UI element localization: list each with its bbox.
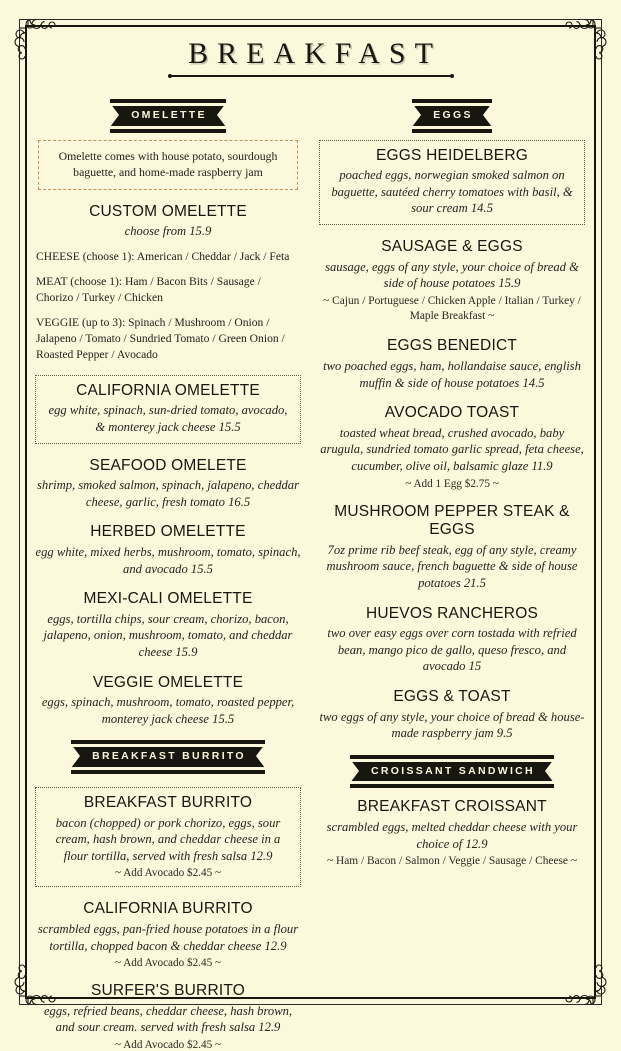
- spacer: [318, 742, 586, 754]
- item-name: CALIFORNIA OMELETTE: [76, 381, 260, 399]
- item-name: CUSTOM OMELETTE: [89, 202, 247, 220]
- section-label-eggs: EGGS: [412, 103, 492, 129]
- section-header-eggs: [318, 98, 586, 134]
- item-name: CALIFORNIA BURRITO: [83, 900, 253, 918]
- item-name: VEGGIE OMELETTE: [92, 673, 244, 691]
- item-name: HERBED OMELETTE: [90, 523, 246, 541]
- item-desc: scrambled eggs, melted cheddar cheese with your choice of 12.9: [326, 819, 578, 851]
- item-name: BREAKFAST CROISSANT: [357, 798, 547, 816]
- item-desc: 7oz prime rib beef steak, egg of any style, creamy mushroom sauce, french baguette & side of house potatoes 21.5: [326, 542, 578, 590]
- menu-item-surfers-burrito[interactable]: [34, 982, 302, 1051]
- item-addon: ~ Add Avocado $2.45 ~: [114, 957, 222, 970]
- item-desc: egg white, mixed herbs, mushroom, tomato, spinach, and avocado 15.5: [35, 544, 301, 576]
- item-name: EGGS BENEDICT: [386, 337, 518, 355]
- item-addon: ~ Add Avocado $2.45 ~: [114, 1038, 222, 1051]
- menu-item-eggs-and-toast[interactable]: [318, 688, 586, 742]
- item-desc: toasted wheat bread, crushed avocado, baby arugula, sundried tomato garlic spread, feta cheese, cucumber, olive oil, balsamic glaze 11.9: [320, 425, 584, 473]
- item-desc: eggs, spinach, mushroom, tomato, roasted pepper, monterey jack cheese 15.5: [41, 695, 295, 726]
- right-column: [318, 98, 586, 1051]
- custom-choice-meat: MEAT (choose 1): Ham / Bacon Bits / Sausage / Chorizo / Turkey / Chicken: [36, 274, 261, 304]
- section-label-omelette: OMELETTE: [110, 103, 226, 129]
- menu-columns: [34, 98, 587, 1051]
- item-body: [44, 382, 292, 436]
- ribbon-outer: [412, 98, 492, 134]
- menu-item-california-burrito[interactable]: [34, 900, 302, 969]
- menu-item-eggs-benedict[interactable]: [318, 337, 586, 391]
- item-name: MEXI-CALI OMELETTE: [83, 590, 253, 608]
- item-name: EGGS & TOAST: [393, 688, 511, 706]
- item-name: SAUSAGE & EGGS: [381, 237, 523, 255]
- omelette-intro-box: [38, 140, 298, 190]
- item-sub: ~ Ham / Bacon / Salmon / Veggie / Sausage / Cheese ~: [326, 855, 577, 868]
- section-label-croissant-sandwich: CROISSANT SANDWICH: [350, 759, 554, 785]
- menu-item-veggie-omelette[interactable]: [34, 674, 302, 728]
- menu-item-seafood-omelete[interactable]: [34, 457, 302, 511]
- menu-item-eggs-heidelberg[interactable]: [319, 140, 585, 225]
- item-desc: sausage, eggs of any style, your choice of bread & side of house potatoes 15.9: [325, 259, 579, 291]
- ribbon-outer: [350, 754, 554, 790]
- item-addon: ~ Add 1 Egg $2.75 ~: [405, 477, 499, 490]
- item-name: SURFER'S BURRITO: [91, 982, 245, 1000]
- ribbon-outer: [110, 98, 226, 134]
- item-desc: eggs, refried beans, cheddar cheese, hash brown, and sour cream. served with fresh salsa 12.9: [43, 1003, 293, 1035]
- item-name: BREAKFAST BURRITO: [83, 793, 253, 811]
- item-name: EGGS HEIDELBERG: [375, 146, 528, 164]
- menu-item-avocado-toast[interactable]: [318, 404, 586, 489]
- section-header-breakfast-burrito: [34, 739, 302, 775]
- menu-item-mushroom-pepper-steak-and-eggs[interactable]: [318, 503, 586, 592]
- ribbon-outer: [71, 739, 265, 775]
- item-name: SEAFOOD OMELETE: [89, 456, 247, 474]
- item-addon: ~ Add Avocado $2.45 ~: [114, 867, 222, 880]
- item-name: AVOCADO TOAST: [384, 404, 520, 422]
- item-desc: egg white, spinach, sun-dried tomato, avocado, & monterey jack cheese 15.5: [48, 403, 288, 434]
- menu-item-california-omelette[interactable]: [35, 375, 301, 444]
- item-body: [44, 794, 292, 879]
- menu-item-custom-omelette[interactable]: [34, 203, 302, 240]
- section-header-croissant-sandwich: [318, 754, 586, 790]
- item-desc: shrimp, smoked salmon, spinach, jalapeno, cheddar cheese, garlic, fresh tomato 16.5: [37, 478, 299, 509]
- item-desc: two over easy eggs over corn tostada with refried bean, mango pico de gallo, queso fresco, and avocado 15: [327, 626, 577, 674]
- section-header-omelette: [34, 98, 302, 134]
- page-title: BREAKFAST: [188, 37, 442, 70]
- title-rule-bottom: [172, 75, 450, 77]
- menu-item-mexi-cali-omelette[interactable]: [34, 590, 302, 660]
- item-desc: eggs, tortilla chips, sour cream, chorizo, bacon, jalapeno, onion, mushroom, tomato, and cheddar cheese 15.9: [43, 611, 293, 659]
- omelette-intro-text: Omelette comes with house potato, sourdough baguette, and home-made raspberry jam: [58, 148, 278, 180]
- menu-item-breakfast-croissant[interactable]: [318, 798, 586, 869]
- item-desc: poached eggs, norwegian smoked salmon on baguette, sautéed cherry tomatoes with basil, & sour cream 14.5: [331, 168, 573, 216]
- menu-item-herbed-omelette[interactable]: [34, 523, 302, 577]
- item-name: MUSHROOM PEPPER STEAK & EGGS: [334, 502, 570, 539]
- menu-item-sausage-and-eggs[interactable]: [318, 238, 586, 324]
- menu-item-breakfast-burrito[interactable]: [35, 787, 301, 887]
- left-column: [34, 98, 302, 1051]
- item-desc: choose from 15.9: [124, 224, 212, 239]
- menu-item-huevos-rancheros[interactable]: [318, 605, 586, 675]
- item-desc: scrambled eggs, pan-fried house potatoes in a flour tortilla, chopped bacon & cheddar cheese 12.9: [37, 921, 299, 953]
- item-name: HUEVOS RANCHEROS: [365, 604, 538, 622]
- custom-choice-cheese: CHEESE (choose 1): American / Cheddar / Jack / Feta: [36, 249, 290, 263]
- item-body: [328, 147, 576, 217]
- item-sub: ~ Cajun / Portuguese / Chicken Apple / Italian / Turkey / Maple Breakfast ~: [323, 294, 581, 323]
- item-desc: bacon (chopped) or pork chorizo, eggs, sour cream, hash brown, and cheddar cheese in a flour tortilla, served with fresh salsa 12.9: [55, 815, 281, 863]
- section-label-breakfast-burrito: BREAKFAST BURRITO: [71, 744, 265, 770]
- item-desc: two poached eggs, ham, hollandaise sauce, english muffin & side of house potatoes 14.5: [323, 358, 581, 390]
- custom-choice-veggie: VEGGIE (up to 3): Spinach / Mushroom / Onion / Jalapeno / Tomato / Sundried Tomato / Green Onion / Roasted Pepper / Avocado: [36, 315, 285, 361]
- item-desc: two eggs of any style, your choice of bread & house-made raspberry jam 9.5: [319, 709, 585, 741]
- title-rule-top: [172, 25, 450, 26]
- menu-header: [25, 25, 596, 77]
- spacer: [34, 727, 302, 739]
